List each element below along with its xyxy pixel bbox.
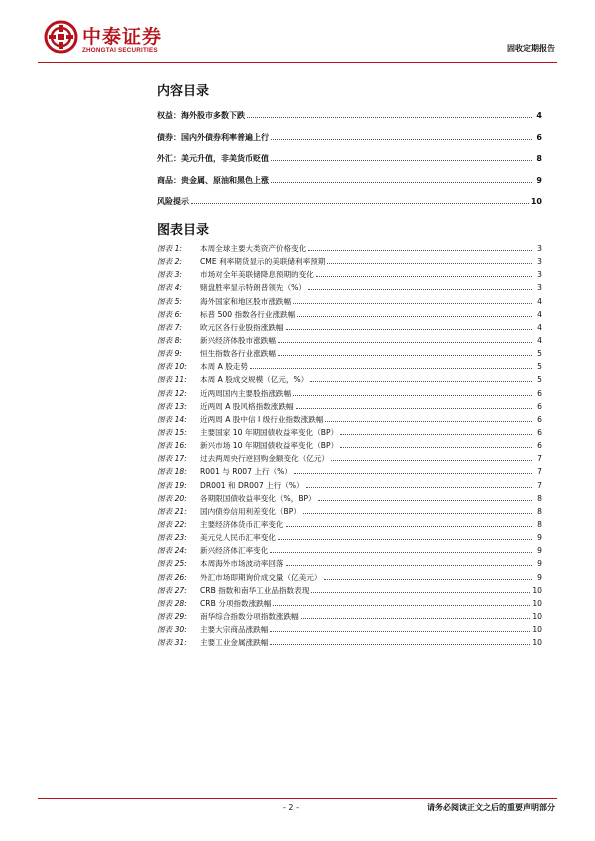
page-number: - 2 - bbox=[283, 803, 299, 812]
figure-entry[interactable] bbox=[157, 558, 542, 569]
figure-page: 8 bbox=[537, 493, 542, 503]
figure-page: 5 bbox=[537, 375, 542, 385]
leader-dots bbox=[270, 644, 530, 645]
toc-entry[interactable] bbox=[157, 196, 542, 207]
figure-number: 图表 12: bbox=[157, 388, 187, 398]
leader-dots bbox=[278, 355, 532, 356]
figure-page: 9 bbox=[537, 546, 542, 556]
figure-page: 9 bbox=[537, 533, 542, 543]
figure-label: 主要国家 10 年期国债收益率变化（BP） bbox=[200, 427, 339, 437]
figure-number: 图表 26: bbox=[157, 572, 187, 582]
figure-entry[interactable] bbox=[157, 335, 542, 346]
figure-number: 图表 9: bbox=[157, 349, 182, 359]
toc-entry[interactable] bbox=[157, 153, 542, 164]
figures-list bbox=[157, 243, 542, 650]
leader-dots bbox=[308, 250, 532, 251]
company-logo bbox=[44, 20, 204, 60]
figure-page: 3 bbox=[537, 244, 542, 253]
figure-label: 南华综合指数分项指数涨跌幅 bbox=[200, 611, 299, 621]
leader-dots bbox=[271, 182, 532, 183]
toc-list bbox=[157, 110, 542, 218]
figure-page: 6 bbox=[537, 427, 542, 437]
figure-entry[interactable] bbox=[157, 572, 542, 583]
figure-number: 图表 29: bbox=[157, 611, 187, 621]
figure-entry[interactable] bbox=[157, 374, 542, 385]
figure-entry[interactable] bbox=[157, 624, 542, 635]
figure-entry[interactable] bbox=[157, 611, 542, 622]
company-name-en: ZHONGTAI SECURITIES bbox=[82, 47, 158, 54]
figure-number: 图表 23: bbox=[157, 533, 187, 543]
figure-entry[interactable] bbox=[157, 401, 542, 412]
company-name-cn: 中泰证券 bbox=[82, 26, 163, 48]
figure-label: 主要工业金属涨跌幅 bbox=[200, 638, 269, 648]
figure-number: 图表 13: bbox=[157, 401, 187, 411]
figure-entry[interactable] bbox=[157, 440, 542, 451]
figure-entry[interactable] bbox=[157, 585, 542, 596]
figure-label: 标普 500 指数各行业涨跌幅 bbox=[200, 309, 296, 319]
figure-entry[interactable] bbox=[157, 598, 542, 609]
figure-number: 图表 10: bbox=[157, 362, 187, 372]
figure-entry[interactable] bbox=[157, 545, 542, 556]
toc-entry[interactable] bbox=[157, 110, 542, 121]
figure-page: 5 bbox=[537, 349, 542, 359]
figure-page: 6 bbox=[537, 414, 542, 424]
toc-entry-page: 4 bbox=[536, 111, 542, 120]
figure-label: 近两周国内主要股指涨跌幅 bbox=[200, 388, 292, 398]
leader-dots bbox=[293, 303, 532, 304]
toc-entry-label: 债券：国内外债券利率普遍上行 bbox=[157, 132, 269, 142]
leader-dots bbox=[325, 421, 532, 422]
figure-entry[interactable] bbox=[157, 361, 542, 372]
figure-label: 美元兑人民币汇率变化 bbox=[200, 533, 276, 543]
figure-page: 3 bbox=[537, 283, 542, 293]
figure-label: 主要大宗商品涨跌幅 bbox=[200, 625, 269, 635]
figure-label: 海外国家和地区股市涨跌幅 bbox=[200, 296, 292, 306]
toc-entry[interactable] bbox=[157, 132, 542, 143]
figure-number: 图表 6: bbox=[157, 309, 182, 319]
figure-label: 本周 A 股走势 bbox=[200, 362, 248, 372]
figure-number: 图表 1: bbox=[157, 244, 182, 253]
leader-dots bbox=[286, 526, 532, 527]
figure-label: CRB 指数和南华工业品指数表现 bbox=[200, 585, 310, 595]
figure-entry[interactable] bbox=[157, 453, 542, 464]
figure-page: 7 bbox=[537, 480, 542, 490]
figure-page: 8 bbox=[537, 506, 542, 516]
leader-dots bbox=[306, 487, 532, 488]
leader-dots bbox=[270, 631, 530, 632]
figure-number: 图表 3: bbox=[157, 270, 182, 280]
leader-dots bbox=[271, 139, 532, 140]
figure-entry[interactable] bbox=[157, 532, 542, 543]
leader-dots bbox=[311, 592, 530, 593]
figure-page: 4 bbox=[537, 335, 542, 345]
leader-dots bbox=[293, 395, 532, 396]
figure-label: 本周全球主要大类资产价格变化 bbox=[200, 244, 307, 253]
figure-entry[interactable] bbox=[157, 296, 542, 307]
toc-entry-label: 风险提示 bbox=[157, 197, 189, 206]
figure-page: 7 bbox=[537, 467, 542, 477]
figure-entry[interactable] bbox=[157, 256, 542, 267]
leader-dots bbox=[273, 605, 530, 606]
figure-label: CME 利率期货显示的美联储利率预期 bbox=[200, 257, 326, 267]
footer-divider bbox=[38, 798, 557, 799]
toc-entry-label: 权益：海外股市多数下跌 bbox=[157, 111, 245, 120]
figure-entry[interactable] bbox=[157, 427, 542, 438]
figure-page: 7 bbox=[537, 454, 542, 464]
figure-number: 图表 2: bbox=[157, 257, 182, 267]
figure-label: 赌盘胜率显示特朗普领先（%） bbox=[200, 283, 306, 293]
leader-dots bbox=[191, 203, 529, 204]
figure-number: 图表 21: bbox=[157, 506, 187, 516]
figure-number: 图表 18: bbox=[157, 467, 187, 477]
figure-number: 图表 25: bbox=[157, 559, 187, 569]
figure-label: 各期限国债收益率变化（%，BP） bbox=[200, 493, 316, 503]
toc-entry-page: 8 bbox=[536, 154, 542, 163]
figure-label: 新兴市场 10 年期国债收益率变化（BP） bbox=[200, 441, 339, 451]
figure-number: 图表 11: bbox=[157, 375, 187, 385]
figure-number: 图表 14: bbox=[157, 414, 187, 424]
figure-label: 新兴经济体汇率变化 bbox=[200, 546, 269, 556]
figure-number: 图表 31: bbox=[157, 638, 187, 648]
leader-dots bbox=[316, 276, 532, 277]
figure-label: 主要经济体货币汇率变化 bbox=[200, 519, 284, 529]
figure-label: 恒生指数各行业涨跌幅 bbox=[200, 349, 276, 359]
figure-page: 6 bbox=[537, 401, 542, 411]
leader-dots bbox=[297, 316, 532, 317]
figure-label: 市场对全年美联储降息预期的变化 bbox=[200, 270, 314, 280]
figure-page: 3 bbox=[537, 257, 542, 267]
leader-dots bbox=[278, 342, 532, 343]
leader-dots bbox=[294, 473, 532, 474]
figure-entry[interactable] bbox=[157, 519, 542, 530]
leader-dots bbox=[340, 434, 532, 435]
leader-dots bbox=[340, 447, 532, 448]
figure-page: 5 bbox=[537, 362, 542, 372]
figure-number: 图表 17: bbox=[157, 454, 187, 464]
figure-page: 8 bbox=[537, 519, 542, 529]
figure-label: 近两周 A 股风格指数涨跌幅 bbox=[200, 401, 294, 411]
zhongtai-logo-icon bbox=[44, 20, 78, 54]
figure-page: 4 bbox=[537, 296, 542, 306]
figure-number: 图表 19: bbox=[157, 480, 187, 490]
figure-number: 图表 30: bbox=[157, 625, 187, 635]
figure-entry[interactable] bbox=[157, 466, 542, 477]
leader-dots bbox=[301, 618, 531, 619]
toc-entry-page: 10 bbox=[530, 197, 542, 206]
figure-entry[interactable] bbox=[157, 282, 542, 293]
figure-number: 图表 5: bbox=[157, 296, 182, 306]
figure-page: 10 bbox=[532, 585, 542, 595]
toc-entry[interactable] bbox=[157, 175, 542, 186]
figure-page: 10 bbox=[532, 638, 542, 648]
figure-label: DR001 和 DR007 上行（%） bbox=[200, 480, 304, 490]
leader-dots bbox=[331, 460, 532, 461]
figure-number: 图表 15: bbox=[157, 427, 187, 437]
figure-number: 图表 22: bbox=[157, 519, 187, 529]
figure-label: 本周海外市场波动率回落 bbox=[200, 559, 284, 569]
figure-number: 图表 27: bbox=[157, 585, 187, 595]
figure-label: 近两周 A 股中信 I 级行业指数涨跌幅 bbox=[200, 414, 324, 424]
leader-dots bbox=[286, 565, 532, 566]
leader-dots bbox=[278, 539, 532, 540]
figure-page: 3 bbox=[537, 270, 542, 280]
figure-entry[interactable] bbox=[157, 269, 542, 280]
leader-dots bbox=[308, 289, 532, 290]
figure-entry[interactable] bbox=[157, 637, 542, 648]
leader-dots bbox=[250, 368, 532, 369]
leader-dots bbox=[327, 263, 532, 264]
toc-entry-label: 商品：贵金属、原油和黑色上涨 bbox=[157, 175, 269, 185]
figure-number: 图表 4: bbox=[157, 283, 182, 293]
figure-entry[interactable] bbox=[157, 506, 542, 517]
leader-dots bbox=[271, 160, 532, 161]
figure-number: 图表 20: bbox=[157, 493, 187, 503]
figures-title: 图表目录 bbox=[157, 223, 210, 238]
document-type: 固收定期报告 bbox=[507, 44, 555, 53]
leader-dots bbox=[318, 500, 532, 501]
figure-entry[interactable] bbox=[157, 348, 542, 359]
figure-page: 10 bbox=[532, 598, 542, 608]
figure-entry[interactable] bbox=[157, 480, 542, 491]
figure-entry[interactable] bbox=[157, 414, 542, 425]
toc-entry-page: 6 bbox=[536, 132, 542, 142]
figure-entry[interactable] bbox=[157, 322, 542, 333]
leader-dots bbox=[296, 408, 532, 409]
figure-entry[interactable] bbox=[157, 243, 542, 254]
header-divider bbox=[38, 62, 557, 63]
toc-entry-label: 外汇：美元升值，非美货币贬值 bbox=[157, 154, 269, 163]
figure-page: 10 bbox=[532, 611, 542, 621]
figure-entry[interactable] bbox=[157, 388, 542, 399]
leader-dots bbox=[310, 381, 532, 382]
figure-label: 本周 A 股成交规模（亿元，%） bbox=[200, 375, 309, 385]
footer-disclaimer: 请务必阅读正文之后的重要声明部分 bbox=[427, 803, 555, 812]
figure-number: 图表 28: bbox=[157, 598, 187, 608]
figure-page: 9 bbox=[537, 559, 542, 569]
figure-page: 9 bbox=[537, 572, 542, 582]
toc-entry-page: 9 bbox=[536, 175, 542, 185]
figure-label: 欧元区各行业股指涨跌幅 bbox=[200, 322, 284, 332]
figure-label: CRB 分项指数涨跌幅 bbox=[200, 598, 272, 608]
figure-label: 国内债券信用利差变化（BP） bbox=[200, 506, 301, 516]
figure-page: 10 bbox=[532, 625, 542, 635]
figure-label: 过去两周央行逆回购金额变化（亿元） bbox=[200, 454, 330, 464]
figure-page: 4 bbox=[537, 322, 542, 332]
figure-number: 图表 24: bbox=[157, 546, 187, 556]
figure-number: 图表 8: bbox=[157, 335, 182, 345]
figure-number: 图表 7: bbox=[157, 322, 182, 332]
figure-label: 新兴经济体股市涨跌幅 bbox=[200, 335, 276, 345]
figure-page: 4 bbox=[537, 309, 542, 319]
leader-dots bbox=[324, 579, 533, 580]
leader-dots bbox=[303, 513, 532, 514]
figure-number: 图表 16: bbox=[157, 441, 187, 451]
figure-label: R001 与 R007 上行（%） bbox=[200, 467, 292, 477]
figure-label: 外汇市场即期询价成交量（亿美元） bbox=[200, 572, 322, 582]
toc-title: 内容目录 bbox=[157, 84, 210, 99]
leader-dots bbox=[247, 117, 532, 118]
figure-page: 6 bbox=[537, 441, 542, 451]
figure-entry[interactable] bbox=[157, 493, 542, 504]
page-header bbox=[0, 0, 595, 70]
figure-entry[interactable] bbox=[157, 309, 542, 320]
leader-dots bbox=[286, 329, 532, 330]
figure-page: 6 bbox=[537, 388, 542, 398]
leader-dots bbox=[270, 552, 532, 553]
